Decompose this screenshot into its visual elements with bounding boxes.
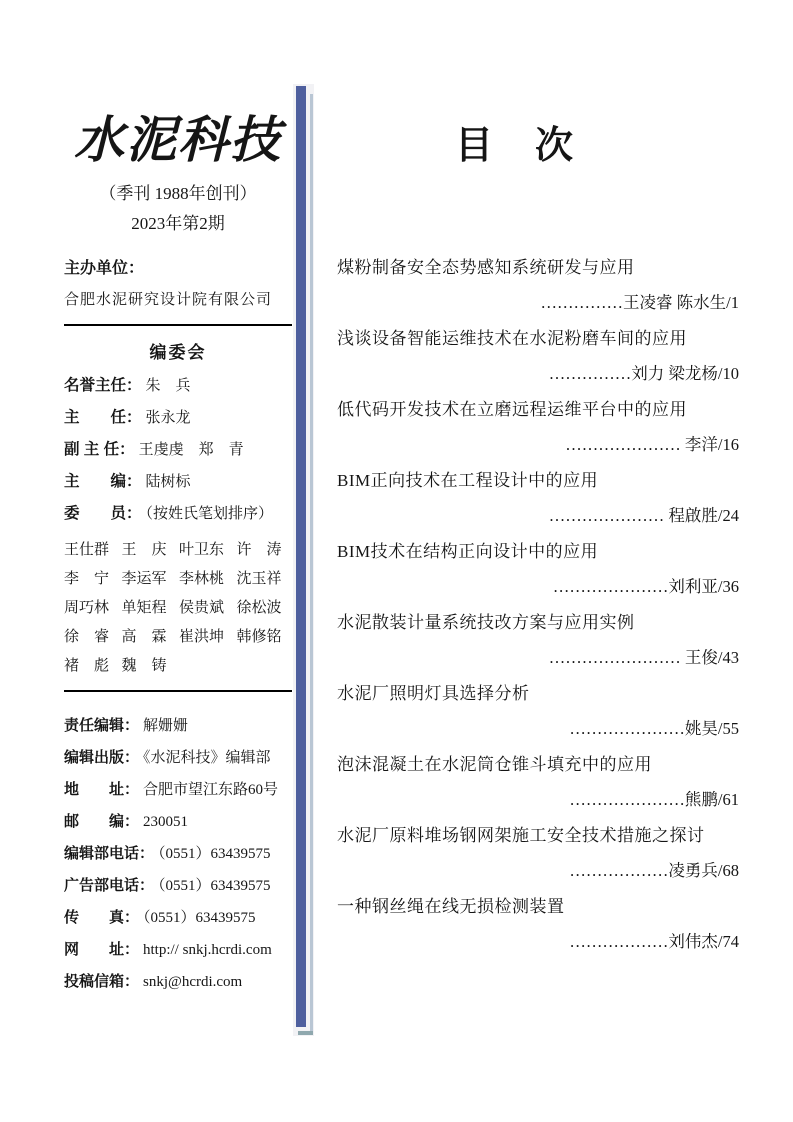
info-row-publisher xyxy=(64,746,292,770)
board-row-label: 名誉主任： xyxy=(64,376,142,394)
toc-entry-author-page: …………………… 王俊/43 xyxy=(548,648,739,667)
info-row-value: snkj@hcrdi.com xyxy=(143,973,243,990)
toc-entry xyxy=(337,753,747,811)
info-row-label: 地 址： xyxy=(64,780,140,798)
info-row-postcode xyxy=(64,810,292,834)
info-row-editor xyxy=(64,714,292,738)
toc-entry-author-page: ………………凌勇兵/68 xyxy=(569,861,739,880)
publication-info xyxy=(64,714,292,994)
table-of-contents xyxy=(337,0,747,966)
info-row-value: 《水泥科技》编辑部 xyxy=(143,749,271,766)
board-member: 魏 铸 xyxy=(121,657,167,674)
board-row-label: 主 编： xyxy=(64,472,142,490)
board-member: 侯贵斌 xyxy=(179,599,225,616)
board-member: 褚 彪 xyxy=(64,657,110,674)
board-member: 高 霖 xyxy=(121,628,167,645)
toc-entry-title: 泡沫混凝土在水泥筒仓锥斗填充中的应用 xyxy=(337,755,652,774)
toc-entry-author-page: …………………姚昊/55 xyxy=(569,719,739,738)
board-members-grid xyxy=(64,539,292,678)
toc-entry-title: 一种钢丝绳在线无损检测装置 xyxy=(337,897,565,916)
board-member: 李 宁 xyxy=(64,570,110,587)
board-member: 崔洪坤 xyxy=(179,628,225,645)
board-member: 王仕群 xyxy=(64,541,110,558)
info-row-label: 传 真： xyxy=(64,908,140,926)
left-column xyxy=(64,0,292,994)
toc-entry-title: BIM正向技术在工程设计中的应用 xyxy=(337,471,599,490)
toc-entry xyxy=(337,895,747,953)
info-row-editorial-phone xyxy=(64,842,292,866)
info-row-value: 解姗姗 xyxy=(143,717,189,734)
board-row-value: （按姓氏笔划排序） xyxy=(145,505,274,522)
toc-entry-author-page: ………………刘伟杰/74 xyxy=(569,932,739,951)
journal-issue: 2023年第2期 xyxy=(131,213,225,233)
info-row-label: 网 址： xyxy=(64,940,140,958)
info-row-ad-phone xyxy=(64,874,292,898)
board-row-chief-editor xyxy=(64,470,292,494)
board-member: 周巧林 xyxy=(64,599,110,616)
toc-entry-title: 浅谈设备智能运维技术在水泥粉磨车间的应用 xyxy=(337,329,687,348)
toc-entry xyxy=(337,682,747,740)
editorial-board-heading: 编委会 xyxy=(149,342,207,362)
toc-entry-author-page: …………………熊鹏/61 xyxy=(569,790,739,809)
info-row-label: 编辑出版： xyxy=(64,748,140,766)
toc-entry xyxy=(337,256,747,314)
toc-entry xyxy=(337,327,747,385)
toc-entry-author-page: ………………… 李洋/16 xyxy=(565,435,739,454)
board-member: 叶卫东 xyxy=(179,541,225,558)
toc-entry-title: 低代码开发技术在立磨远程运维平台中的应用 xyxy=(337,400,687,419)
info-row-fax xyxy=(64,906,292,930)
info-row-label: 编辑部电话： xyxy=(64,844,155,862)
board-row-label: 委 员： xyxy=(64,504,142,522)
board-row-honorary-director xyxy=(64,374,292,398)
organizer-label: 主办单位： xyxy=(64,259,145,277)
toc-entry-title: 水泥厂原料堆场钢网架施工安全技术措施之探讨 xyxy=(337,826,705,845)
board-row-value: 陆树标 xyxy=(145,473,191,490)
info-row-value: 230051 xyxy=(143,813,189,830)
board-row-director xyxy=(64,406,292,430)
board-row-members xyxy=(64,502,292,526)
toc-entry xyxy=(337,469,747,527)
toc-heading: 目 次 xyxy=(454,125,575,167)
board-member: 李运军 xyxy=(121,570,167,587)
divider-bar-fill xyxy=(296,86,306,1027)
divider-rule-top xyxy=(64,324,292,326)
divider-rule-bottom xyxy=(64,690,292,692)
toc-entry-title: 煤粉制备安全态势感知系统研发与应用 xyxy=(337,258,635,277)
board-member: 许 涛 xyxy=(236,541,282,558)
toc-entry xyxy=(337,398,747,456)
info-row-value: （0551）63439575 xyxy=(143,909,256,926)
info-row-value: （0551）63439575 xyxy=(158,877,271,894)
organizer-name: 合肥水泥研究设计院有限公司 xyxy=(64,291,273,308)
board-row-deputy-director xyxy=(64,438,292,462)
journal-title: 水泥科技 xyxy=(74,112,282,168)
info-row-website xyxy=(64,938,292,962)
board-row-label: 副 主 任： xyxy=(64,440,135,458)
info-row-address xyxy=(64,778,292,802)
board-row-value: 朱 兵 xyxy=(145,377,191,394)
info-row-value: （0551）63439575 xyxy=(158,845,271,862)
info-row-label: 邮 编： xyxy=(64,812,140,830)
info-row-submission-email xyxy=(64,970,292,994)
vertical-divider-bar xyxy=(293,84,314,1036)
info-row-value: http:// snkj.hcrdi.com xyxy=(143,941,272,958)
info-row-label: 责任编辑： xyxy=(64,716,140,734)
board-row-label: 主 任： xyxy=(64,408,142,426)
toc-entry-author-page: ……………刘力 梁龙杨/10 xyxy=(548,364,739,383)
toc-entry-author-page: ……………王凌睿 陈水生/1 xyxy=(540,293,739,312)
board-member: 单矩程 xyxy=(121,599,167,616)
board-member: 韩修铭 xyxy=(236,628,282,645)
journal-subtitle-founding: （季刊 1988年创刊） xyxy=(99,183,257,203)
board-member: 李林桃 xyxy=(179,570,225,587)
board-member: 徐 睿 xyxy=(64,628,110,645)
divider-bar-shadow-bottom xyxy=(298,1031,313,1035)
board-row-value: 王虔虔 郑 青 xyxy=(138,441,244,458)
toc-entry-title: BIM技术在结构正向设计中的应用 xyxy=(337,542,599,561)
toc-entry xyxy=(337,611,747,669)
info-row-label: 投稿信箱： xyxy=(64,972,140,990)
board-member: 王 庆 xyxy=(121,541,167,558)
board-member: 沈玉祥 xyxy=(236,570,282,587)
info-row-value: 合肥市望江东路60号 xyxy=(143,781,279,798)
toc-entry-title: 水泥厂照明灯具选择分析 xyxy=(337,684,530,703)
toc-list xyxy=(337,256,747,953)
toc-entry-author-page: ………………… 程啟胜/24 xyxy=(548,506,739,525)
toc-entry-author-page: …………………刘利亚/36 xyxy=(552,577,739,596)
board-member: 徐松波 xyxy=(236,599,282,616)
board-row-value: 张永龙 xyxy=(145,409,191,426)
toc-entry xyxy=(337,540,747,598)
divider-bar-shadow-right xyxy=(310,94,313,1033)
toc-entry-title: 水泥散装计量系统技改方案与应用实例 xyxy=(337,613,635,632)
toc-entry xyxy=(337,824,747,882)
info-row-label: 广告部电话： xyxy=(64,876,155,894)
